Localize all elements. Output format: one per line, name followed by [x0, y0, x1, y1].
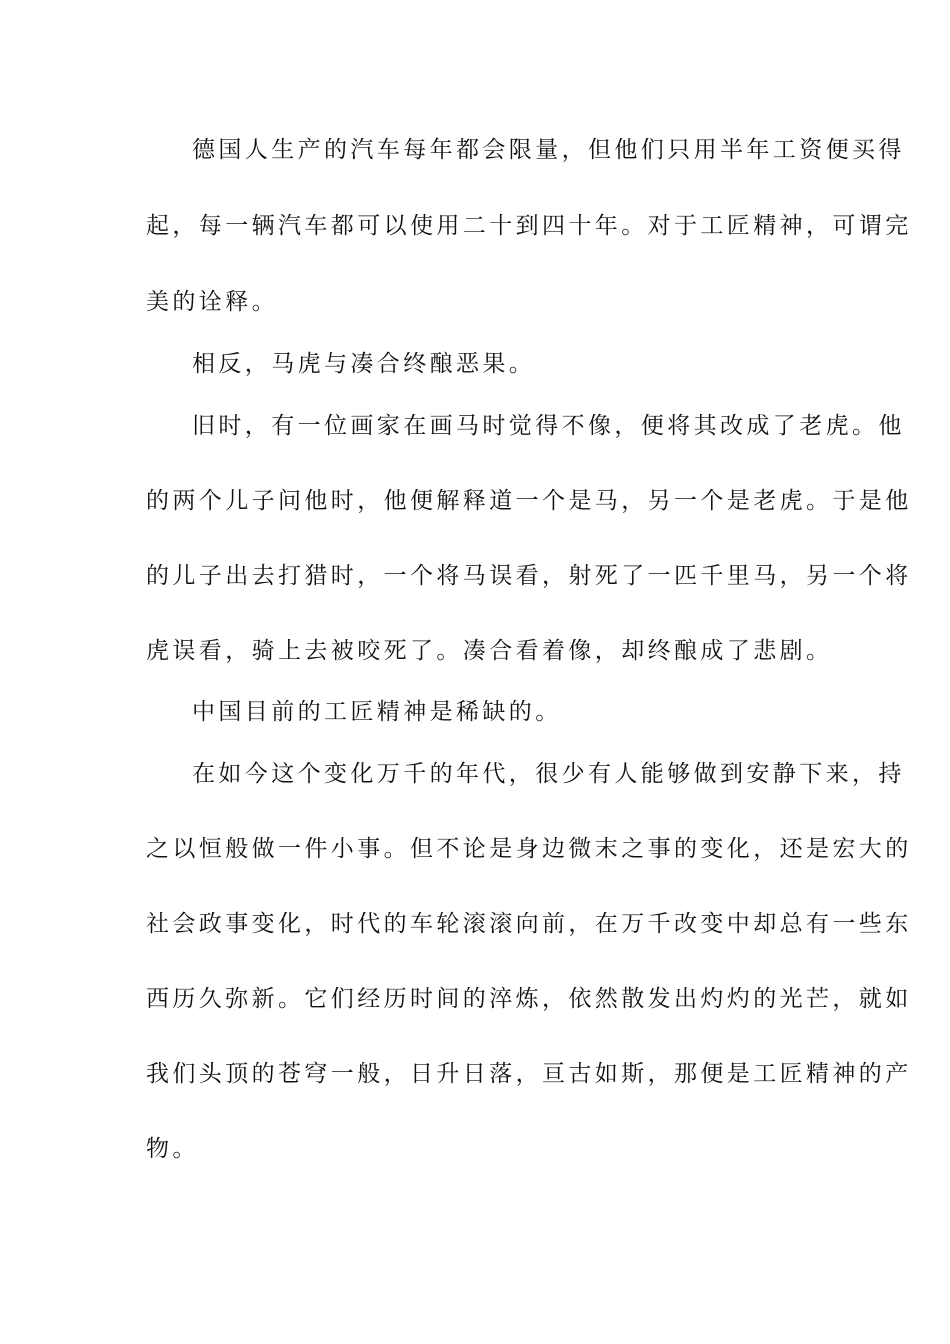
- paragraph-5-line-5: 我们头顶的苍穹一般，日升日落，亘古如斯，那便是工匠精神的产: [146, 1061, 912, 1087]
- paragraph-5-line-1: 在如今这个变化万千的年代，很少有人能够做到安静下来，持: [192, 761, 905, 787]
- paragraph-1-line-1: 德国人生产的汽车每年都会限量，但他们只用半年工资便买得: [192, 137, 905, 163]
- paragraph-5-line-4: 西历久弥新。它们经历时间的淬炼，依然散发出灼灼的光芒，就如: [146, 986, 912, 1012]
- paragraph-3-line-1: 旧时，有一位画家在画马时觉得不像，便将其改成了老虎。他: [192, 413, 905, 439]
- paragraph-5-line-2: 之以恒般做一件小事。但不论是身边微末之事的变化，还是宏大的: [146, 836, 912, 862]
- paragraph-3-line-2: 的两个儿子问他时，他便解释道一个是马，另一个是老虎。于是他: [146, 488, 912, 514]
- paragraph-5-line-6: 物。: [146, 1136, 199, 1162]
- paragraph-4-line-1: 中国目前的工匠精神是稀缺的。: [192, 699, 562, 725]
- paragraph-2-line-1: 相反，马虎与凑合终酿恶果。: [192, 351, 536, 377]
- paragraph-1-line-3: 美的诠释。: [146, 289, 278, 315]
- paragraph-3-line-4: 虎误看，骑上去被咬死了。凑合看着像，却终酿成了悲剧。: [146, 638, 833, 664]
- paragraph-1-line-2: 起，每一辆汽车都可以使用二十到四十年。对于工匠精神，可谓完: [146, 213, 912, 239]
- paragraph-3-line-3: 的儿子出去打猎时，一个将马误看，射死了一匹千里马，另一个将: [146, 563, 912, 589]
- paragraph-5-line-3: 社会政事变化，时代的车轮滚滚向前，在万千改变中却总有一些东: [146, 911, 912, 937]
